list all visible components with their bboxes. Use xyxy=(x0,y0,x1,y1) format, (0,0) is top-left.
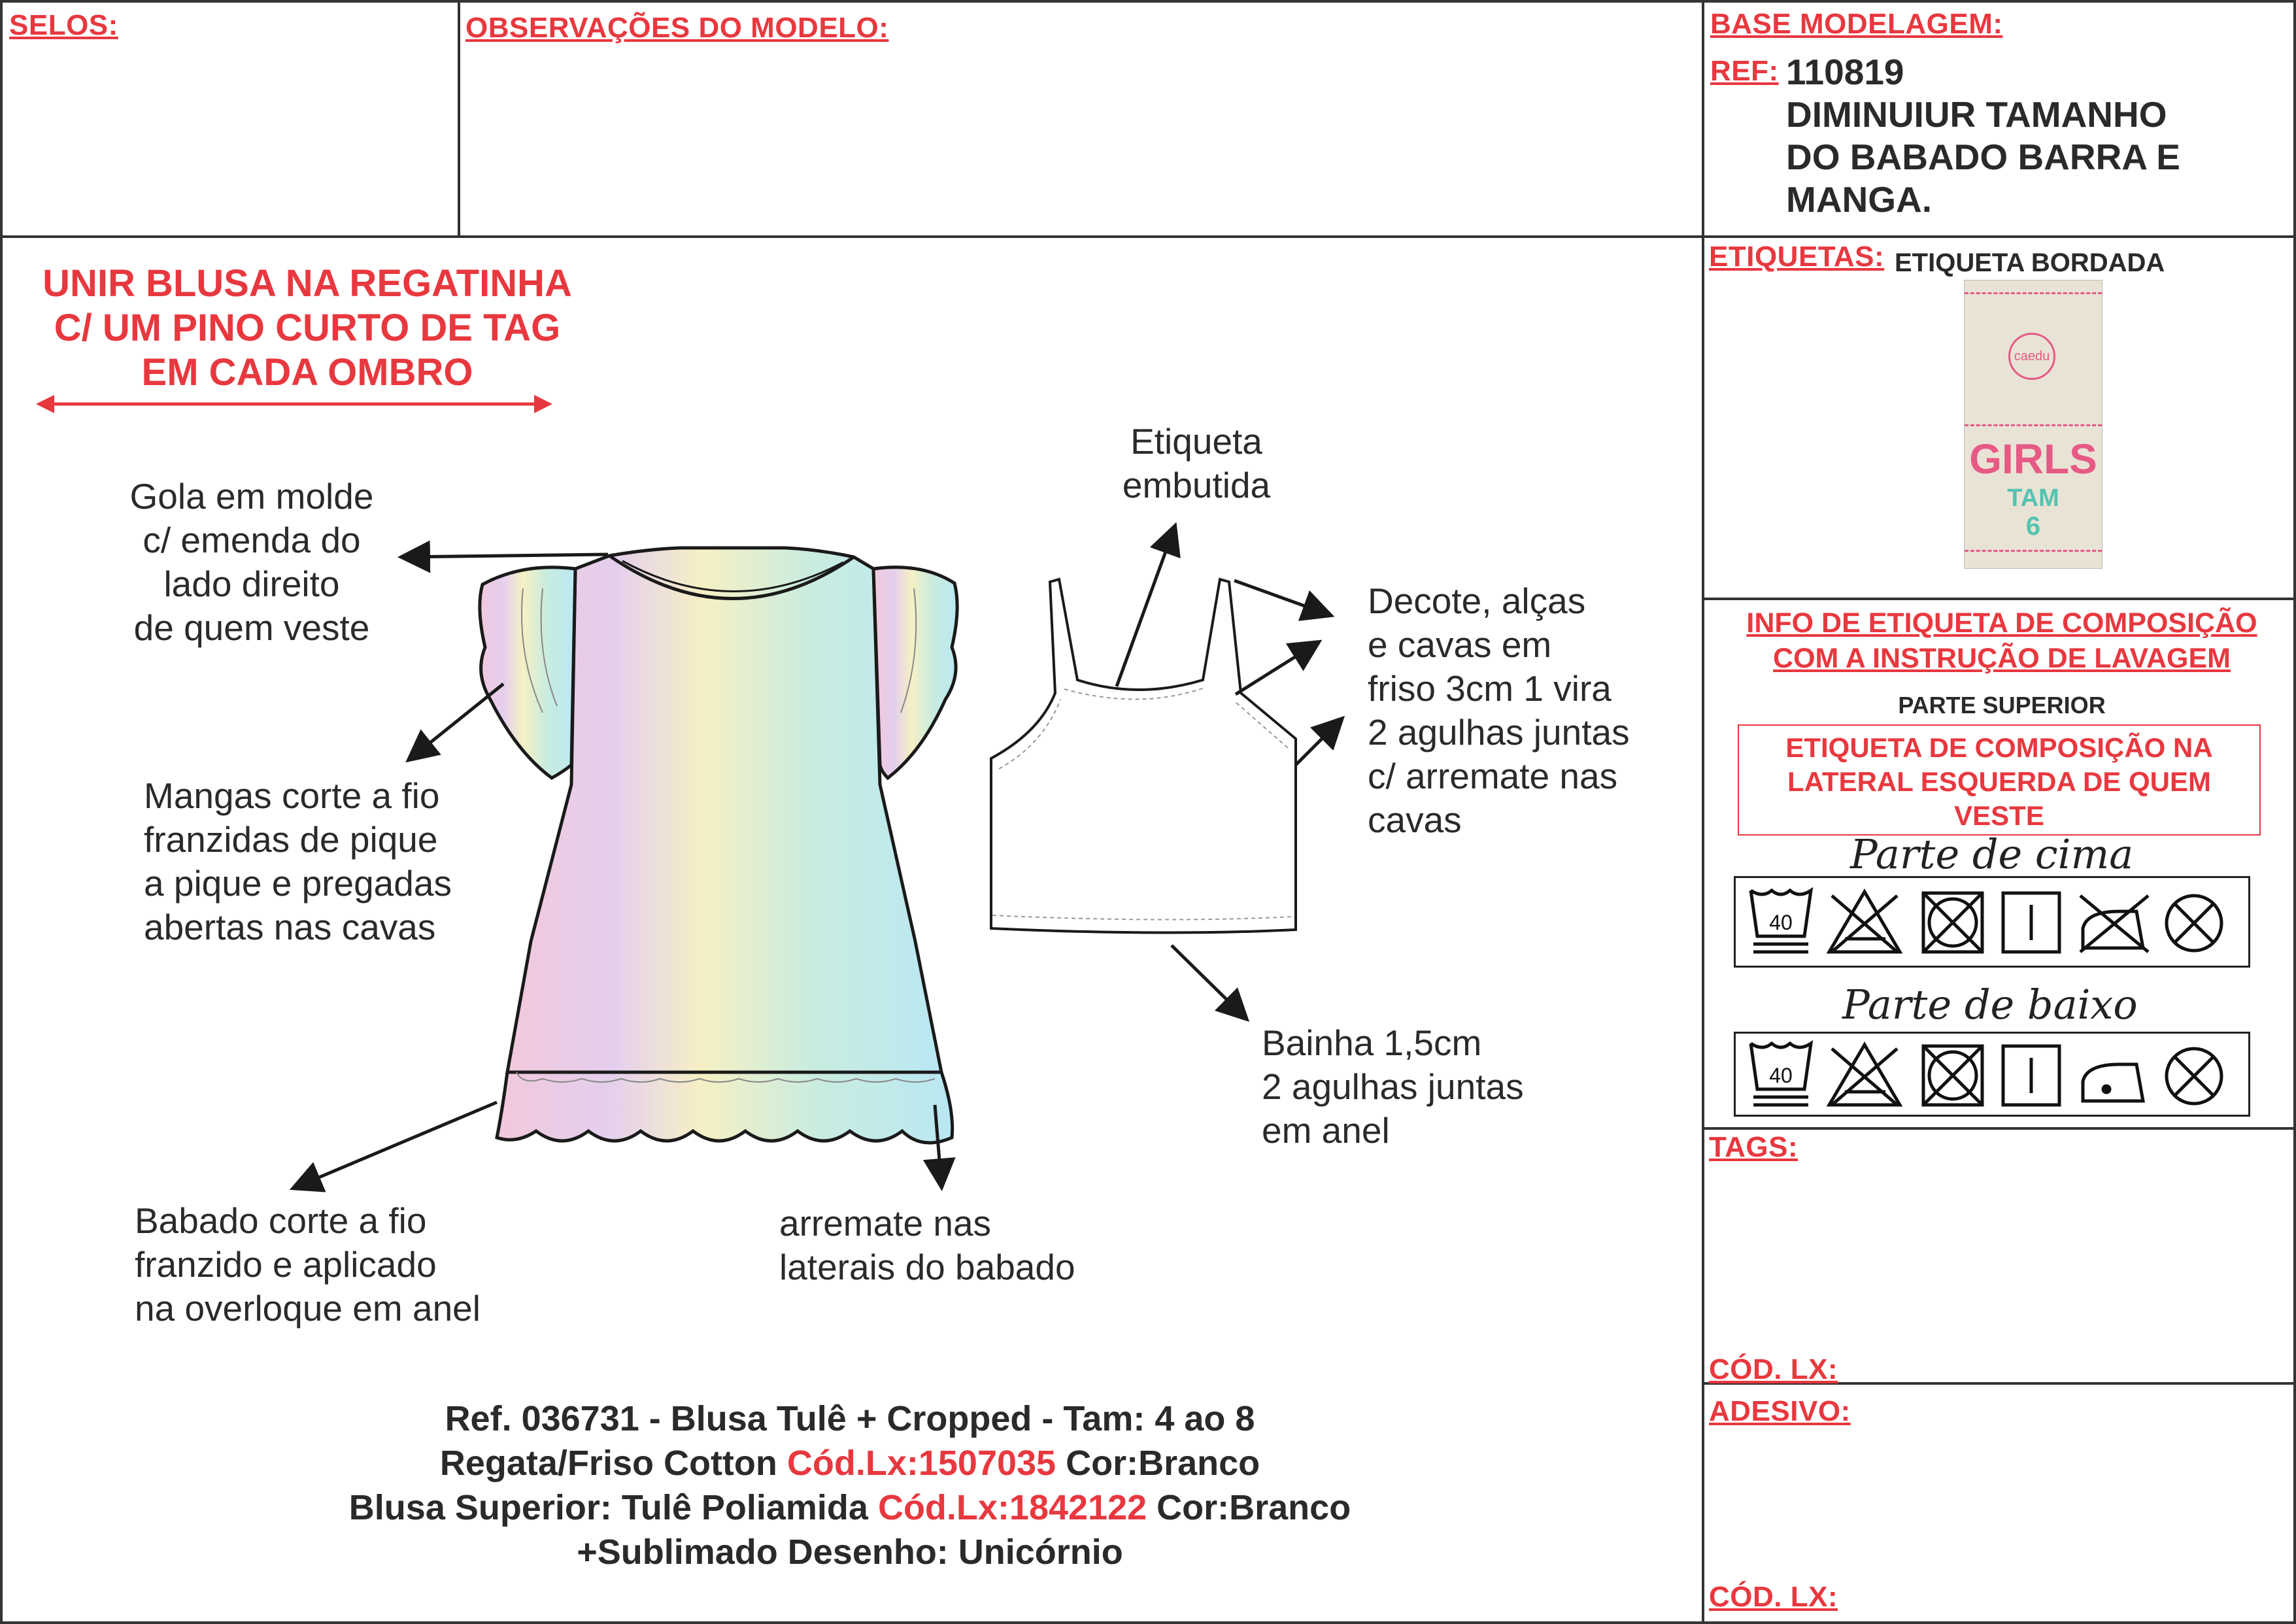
babado-line-1: Babado corte a fio xyxy=(135,1200,427,1241)
line-dry-icon xyxy=(2003,893,2059,952)
gola-line-3: lado direito xyxy=(163,564,340,604)
etiquetas-divider xyxy=(1703,598,2296,600)
line-dry-icon-2 xyxy=(2003,1046,2059,1105)
no-iron-icon xyxy=(2080,896,2148,952)
ref-note-1: DIMINUIUR TAMANHO xyxy=(1786,94,2167,135)
composicao-instruction xyxy=(1738,724,2261,836)
no-bleach-icon-2 xyxy=(1829,1045,1900,1105)
no-dry-clean-icon-2 xyxy=(2167,1049,2221,1104)
footer-line-3-code: Cód.Lx:1842122 xyxy=(877,1488,1147,1527)
etiqueta-type: ETIQUETA BORDADA xyxy=(1895,248,2165,277)
label-girls: GIRLS xyxy=(1969,435,2097,482)
decote-line-5: c/ arremate nas xyxy=(1368,756,1618,796)
label-mid-stitch xyxy=(1965,424,2102,426)
decote-line-6: cavas xyxy=(1368,800,1462,840)
parte-de-baixo-label: Parte de baixo xyxy=(1842,981,2138,1028)
decote-line-4: 2 agulhas juntas xyxy=(1368,712,1630,753)
etiqueta-line-2: embutida xyxy=(1122,465,1271,505)
ref-note-3: MANGA. xyxy=(1786,179,1933,220)
footer-line-3-material: Blusa Superior: Tulê Poliamida xyxy=(348,1488,878,1527)
composicao-title-1: INFO DE ETIQUETA DE COMPOSIÇÃO xyxy=(1746,607,2257,639)
decote-line-2: e cavas em xyxy=(1368,624,1552,665)
no-tumble-dry-icon xyxy=(1923,893,1982,952)
label-top-stitch xyxy=(1965,292,2102,294)
gola-line-4: de quem veste xyxy=(133,607,370,648)
ref-note-2: DO BABADO BARRA E xyxy=(1786,137,2180,177)
ref-label: REF: xyxy=(1710,55,1779,87)
instruction-line-3: EM CADA OMBRO xyxy=(141,351,473,394)
footer-line-1: Ref. 036731 - Blusa Tulê + Cropped - Tam: 4 ao 8 xyxy=(445,1399,1255,1438)
etiquetas-label: ETIQUETAS: xyxy=(1709,241,1885,273)
blouse-drawing xyxy=(480,548,957,1143)
no-tumble-dry-icon-2 xyxy=(1923,1046,1982,1105)
tags-divider xyxy=(1703,1127,2296,1130)
border-bottom xyxy=(0,1621,2296,1624)
iron-low-icon xyxy=(2083,1064,2143,1101)
care-icons-top xyxy=(1734,876,2250,968)
tags-label: TAGS: xyxy=(1709,1131,1798,1163)
decote-line-3: friso 3cm 1 vira xyxy=(1368,668,1612,709)
wash-temp-top: 40 xyxy=(1769,911,1793,934)
gola-line-2: c/ emenda do xyxy=(143,520,361,560)
mangas-line-2: franzidas de pique xyxy=(144,819,438,860)
label-brand-logo: caedu xyxy=(2008,333,2055,380)
bainha-line-1: Bainha 1,5cm xyxy=(1262,1023,1482,1063)
woven-label-image xyxy=(1964,280,2102,569)
composicao-instruction-3: VESTE xyxy=(1954,800,2044,831)
footer-line-4: +Sublimado Desenho: Unicórnio xyxy=(577,1532,1123,1572)
adesivo-label: ADESIVO: xyxy=(1709,1395,1851,1427)
wash-temp-bottom: 40 xyxy=(1769,1064,1793,1087)
footer-line-3-color: Cor:Branco xyxy=(1147,1488,1351,1527)
footer-line-2-code: Cód.Lx:1507035 xyxy=(786,1444,1056,1483)
mangas-line-3: a pique e pregadas xyxy=(144,863,452,904)
label-bottom-stitch xyxy=(1965,550,2102,552)
composicao-title xyxy=(1708,605,2296,676)
parte-superior-label: PARTE SUPERIOR xyxy=(1898,692,2106,719)
arremate-line-2: laterais do babado xyxy=(779,1247,1075,1287)
right-panel-divider xyxy=(1702,0,1704,1624)
bainha-line-3: em anel xyxy=(1262,1110,1390,1151)
base-modelagem-label: BASE MODELAGEM: xyxy=(1710,8,2003,40)
bainha-line-2: 2 agulhas juntas xyxy=(1262,1066,1524,1107)
composicao-instruction-1: ETIQUETA DE COMPOSIÇÃO NA xyxy=(1785,732,2213,763)
observacoes-label: OBSERVAÇÕES DO MODELO: xyxy=(465,12,889,44)
mangas-line-1: Mangas corte a fio xyxy=(144,775,440,816)
ref-value: 110819 xyxy=(1786,52,1904,92)
no-dry-clean-icon xyxy=(2167,896,2221,951)
babado-line-2: franzido e aplicado xyxy=(135,1244,437,1285)
gola-line-1: Gola em molde xyxy=(129,476,374,516)
etiqueta-line-1: Etiqueta xyxy=(1130,421,1262,462)
mangas-line-4: abertas nas cavas xyxy=(144,907,436,947)
instruction-line-1: UNIR BLUSA NA REGATINHA xyxy=(42,262,572,305)
babado-line-3: na overloque em anel xyxy=(135,1288,481,1328)
footer-description xyxy=(0,1396,1700,1574)
decote-line-1: Decote, alças xyxy=(1368,581,1586,621)
footer-line-2-material: Regata/Friso Cotton xyxy=(439,1444,787,1483)
adesivo-cod-lx: CÓD. LX: xyxy=(1709,1581,1838,1613)
cropped-drawing xyxy=(991,579,1296,933)
border-right xyxy=(2293,0,2296,1624)
footer-line-2-color: Cor:Branco xyxy=(1056,1444,1260,1483)
no-bleach-icon xyxy=(1829,892,1900,952)
instruction-line-2: C/ UM PINO CURTO DE TAG xyxy=(54,307,561,349)
selos-label: SELOS: xyxy=(9,9,118,41)
tags-cod-lx: CÓD. LX: xyxy=(1709,1353,1838,1385)
composicao-title-2: COM A INSTRUÇÃO DE LAVAGEM xyxy=(1773,643,2231,674)
parte-de-cima-label: Parte de cima xyxy=(1850,830,2134,878)
composicao-instruction-2: LATERAL ESQUERDA DE QUEM xyxy=(1787,766,2211,797)
footer-line-3 xyxy=(0,1485,1700,1530)
arremate-line-1: arremate nas xyxy=(779,1203,992,1243)
footer-line-2 xyxy=(0,1441,1700,1485)
label-tam: TAM xyxy=(2007,484,2059,512)
label-size: 6 xyxy=(2025,512,2041,541)
care-icons-bottom xyxy=(1734,1032,2250,1117)
